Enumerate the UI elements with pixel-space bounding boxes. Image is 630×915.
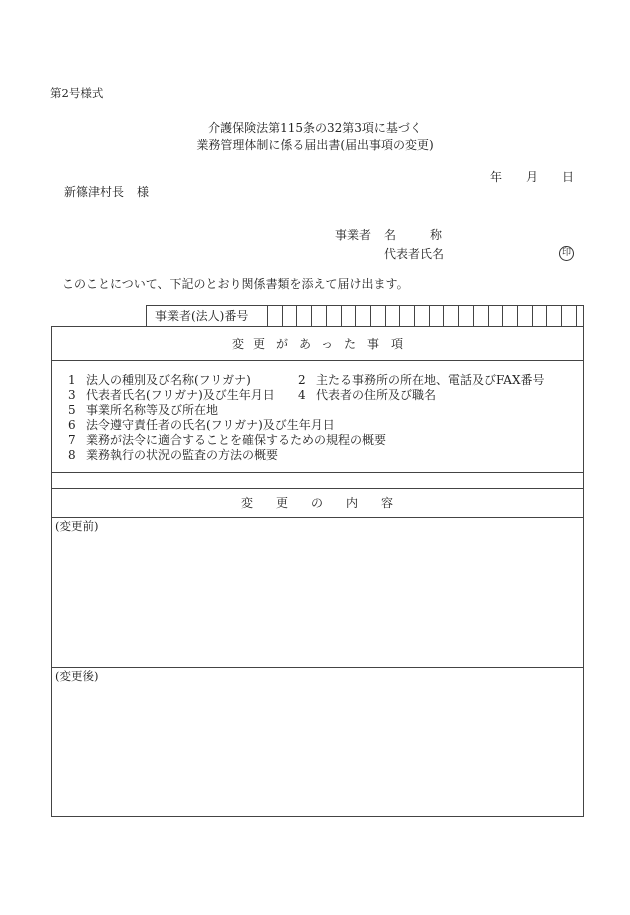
item-number: 5 [68, 403, 76, 417]
heading-char: っ [321, 337, 334, 351]
registration-digit-cell-divider [576, 305, 577, 327]
intro-text: このことについて、下記のとおり関係書類を添えて届け出ます。 [62, 277, 409, 291]
item-text: 業務執行の状況の監査の方法の概要 [86, 448, 279, 462]
registration-digit-cell[interactable] [371, 306, 384, 326]
addressee-name: 新篠津村長 [64, 185, 125, 199]
heading-char: た [344, 337, 357, 351]
applicant-name-label-1: 名 [384, 228, 397, 242]
applicant-name-label-2: 称 [430, 228, 443, 242]
item-text: 業務が法令に適合することを確保するための規程の概要 [86, 433, 387, 447]
registration-digit-cell[interactable] [444, 306, 457, 326]
registration-digit-cell[interactable] [356, 306, 369, 326]
document-title-line2: 業務管理体制に係る届出書(届出事項の変更) [196, 138, 434, 152]
heading-char: 変 [232, 337, 245, 351]
heading-char: 変 [241, 496, 254, 510]
date-day: 日 [562, 170, 575, 184]
form-number: 第2号様式 [50, 86, 104, 100]
item-text: 主たる事務所の所在地、電話及びFAX番号 [316, 373, 545, 387]
registration-digit-cell[interactable] [312, 306, 325, 326]
registration-digit-cell[interactable] [327, 306, 340, 326]
heading-char: 更 [253, 337, 266, 351]
before-change-field[interactable] [52, 535, 583, 666]
registration-digit-cell[interactable] [386, 306, 399, 326]
representative-label: 代表者氏名 [384, 247, 445, 261]
before-change-label: (変更前) [55, 519, 99, 533]
date-year: 年 [490, 170, 503, 184]
item-text: 代表者の住所及び職名 [316, 388, 437, 402]
item-text: 法人の種別及び名称(フリガナ) [86, 373, 251, 387]
item-number: 2 [298, 373, 306, 387]
item-number: 8 [68, 448, 76, 462]
registration-digit-cell[interactable] [297, 306, 310, 326]
item-text: 法令遵守責任者の氏名(フリガナ)及び生年月日 [86, 418, 335, 432]
item-text: 事業所名称等及び所在地 [86, 403, 219, 417]
item-number: 7 [68, 433, 76, 447]
item-number: 1 [68, 373, 76, 387]
registration-digit-cell[interactable] [562, 306, 575, 326]
after-change-field[interactable] [52, 685, 583, 815]
registration-digit-cell[interactable] [415, 306, 428, 326]
heading-char: 項 [391, 337, 404, 351]
item-text: 代表者氏名(フリガナ)及び生年月日 [86, 388, 275, 402]
registration-digit-cell[interactable] [400, 306, 413, 326]
registration-digit-cell[interactable] [342, 306, 355, 326]
after-change-label: (変更後) [55, 669, 99, 683]
heading-char: 内 [346, 496, 359, 510]
registration-digit-cell[interactable] [459, 306, 472, 326]
registration-digit-cell[interactable] [268, 306, 281, 326]
heading-char: の [311, 496, 324, 510]
registration-digit-cell[interactable] [489, 306, 502, 326]
date-month: 月 [526, 170, 539, 184]
registration-digit-cell[interactable] [474, 306, 487, 326]
addressee-suffix: 様 [137, 185, 150, 199]
heading-char: あ [299, 337, 312, 351]
registration-digit-cell[interactable] [283, 306, 296, 326]
heading-char: 更 [276, 496, 289, 510]
item-number: 3 [68, 388, 76, 402]
registration-digit-cell[interactable] [547, 306, 560, 326]
heading-char: 事 [367, 337, 380, 351]
heading-char: が [276, 337, 289, 351]
registration-digit-cell[interactable] [533, 306, 546, 326]
registration-number-label: 事業者(法人)番号 [155, 309, 249, 323]
registration-digit-cell[interactable] [518, 306, 531, 326]
registration-digit-cell[interactable] [430, 306, 443, 326]
seal-mark: 印 [559, 246, 574, 261]
item-number: 4 [298, 388, 306, 402]
item-number: 6 [68, 418, 76, 432]
applicant-label: 事業者 [335, 228, 372, 242]
registration-digit-cell[interactable] [503, 306, 516, 326]
heading-char: 容 [381, 496, 394, 510]
document-title-line1: 介護保険法第115条の32第3項に基づく [208, 121, 422, 135]
